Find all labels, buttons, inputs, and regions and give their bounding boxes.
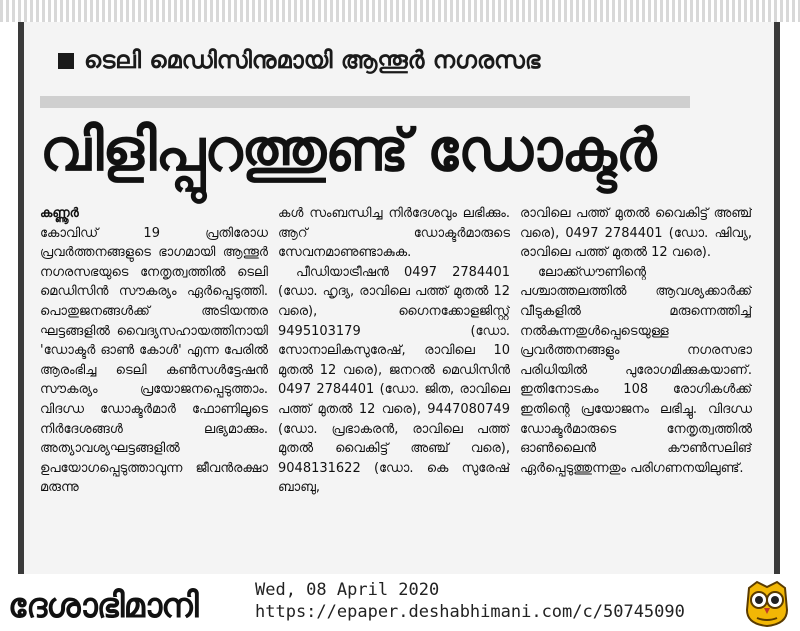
publication-logo: ദേശാഭിമാനി (8, 586, 198, 626)
dateline: കണ്ണൂർ (40, 206, 79, 221)
column-3 (520, 204, 752, 570)
kicker-text: ടെലി മെഡിസിനുമായി ആന്തൂർ നഗരസഭ (84, 46, 541, 74)
article-body (40, 204, 762, 570)
epaper-url[interactable]: https://epaper.deshabhimani.com/c/50745090 (255, 602, 685, 622)
paragraph: കോവിഡ് 19 പ്രതിരോധ പ്രവർത്തനങ്ങളുടെ ഭാഗമായി ആന്തൂർ നഗരസഭയുടെ നേതൃത്വത്തിൽ ടെലി മെഡിസിൻ സൗകര്യം ഏർപ്പെടുത്തി. പൊതുജനങ്ങൾക്ക് അടിയന്തര ഘട്ടങ്ങളിൽ വൈദ്യസഹായത്തിനായി 'ഡോക്ടർ ഓൺ കോൾ' എന്ന പേരിൽ ആരംഭിച്ച ടെലി കൺസൾട്ടേഷൻ സൗകര്യം പ്രയോജനപ്പെടുത്താം. വിദഗ്ധ ഡോക്ടർമാർ ഫോണിലൂടെ നിർദേശങ്ങൾ ലഭ്യമാക്കും. അത്യാവശ്യഘട്ടങ്ങളിൽ ഉപയോഗപ്പെടുത്താവുന്ന ജീവൻരക്ഷാ മരുന്നു (40, 225, 268, 496)
paragraph: ലോക്ക്ഡൗണിന്റെ പശ്ചാത്തലത്തിൽ ആവശ്യക്കാർക്ക് വീടുകളിൽ മരുന്നെത്തിച്ച് നൽകുന്നതുൾപ്പെടെയുള്ള പ്രവർത്തനങ്ങളും നഗരസഭാ പരിധിയിൽ പുരോഗമിക്കുകയാണ്. ഇതിനോടകം 108 രോഗികൾക്ക് ഇതിന്റെ പ്രയോജനം ലഭിച്ചു. വിദഗ്ധ ഡോക്ടർമാരുടെ നേതൃത്വത്തിൽ ഓൺലൈൻ കൗൺസലിങ് ഏർപ്പെടുത്തുന്നതും പരിഗണനയിലുണ്ട്. (520, 264, 752, 476)
owl-icon (743, 578, 791, 628)
headline: വിളിപ്പുറത്തുണ്ട് ഡോക്ടർ (40, 116, 656, 184)
column-1 (40, 204, 268, 570)
paragraph: കൾ സംബന്ധിച്ച നിർദേശവും ലഭിക്കും. ആറ് ഡോക്ടർമാരുടെ സേവനമാണുണ്ടാകുക. (278, 206, 510, 261)
column-2 (278, 204, 510, 570)
square-bullet-icon (58, 53, 74, 69)
paragraph: പീഡിയാട്രീഷൻ 0497 2784401 (ഡോ. ഹൃദ്യ, രാവിലെ പത്ത് മുതൽ 12 വരെ), ഗൈനക്കോളജിസ്റ്റ് 9495103179 (ഡോ. സോനാലികസുരേഷ്, രാവിലെ 10 മുതൽ 12 വരെ), ജനറൽ മെഡിസിൻ 0497 2784401 (ഡോ. ജിത, രാവിലെ പത്ത് മുതൽ 12 വരെ), 9447080749 (ഡോ. പ്രഭാകരൻ, രാവിലെ പത്ത് മുതൽ വൈകിട്ട് അഞ്ച് വരെ), 9048131622 (ഡോ. കെ സുരേഷ് ബാബു, (278, 264, 510, 496)
torn-paper-edge (0, 0, 800, 22)
edition-date: Wed, 08 April 2020 (255, 580, 440, 600)
paragraph: രാവിലെ പത്ത് മുതൽ വൈകിട്ട് അഞ്ച് വരെ), 0497 2784401 (ഡോ. ഷിവ്യ, രാവിലെ പത്ത് മുതൽ 12 വരെ). (520, 206, 752, 261)
kicker-line (58, 46, 540, 74)
headline-rule (40, 96, 690, 108)
